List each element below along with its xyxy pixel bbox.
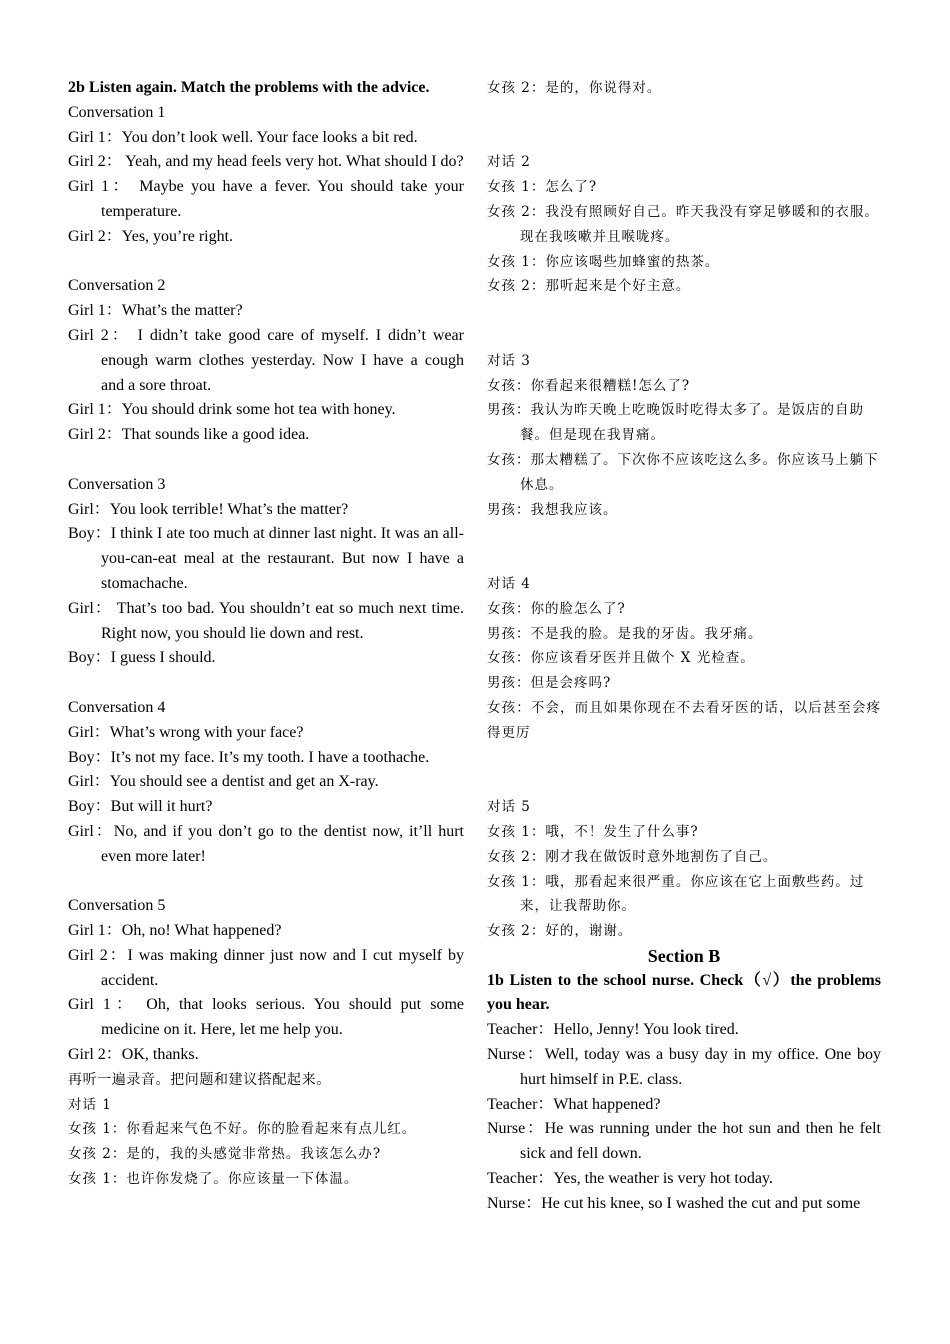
- dialogue-line-zh: 女孩：你的脸怎么了?: [487, 600, 626, 617]
- dialogue-line: Girl： That’s too bad. You shouldn’t eat so much next time. Right now, you should lie down and rest.: [68, 599, 464, 642]
- left-column: [68, 76, 464, 1192]
- dialogue-line: Boy：It’s not my face. It’s my tooth. I have a toothache.: [68, 748, 430, 766]
- dialogue-line: Nurse：Well, today was a busy day in my office. One boy hurt himself in P.E. class.: [487, 1046, 881, 1088]
- right-column: [487, 76, 881, 1217]
- dialogue-line-zh: 女孩 2：是的，你说得对。: [487, 80, 662, 96]
- dialogue-line-zh: 女孩 2：刚才我在做饭时意外地割伤了自己。: [487, 848, 778, 865]
- dialogue-line-zh: 女孩 1：你应该喝些加蜂蜜的热茶。: [487, 253, 720, 270]
- dialogue-line: Girl 2： Yeah, and my head feels very hot. What should I do?: [68, 153, 464, 171]
- dialogue-line: Girl：What’s wrong with your face?: [68, 723, 304, 741]
- conversation-title: Conversation 5: [68, 897, 166, 915]
- dialogue-line-zh: 女孩：你应该看牙医并且做个 X 光检查。: [487, 650, 755, 667]
- dialogue-line: Teacher：Hello, Jenny! You look tired.: [487, 1021, 739, 1039]
- dialogue-line: Girl 1：What’s the matter?: [68, 302, 243, 320]
- conversation-title: Conversation 3: [68, 475, 166, 493]
- exercise-heading: 1b Listen to the school nurse. Check（√）the problems you hear.: [487, 971, 881, 1014]
- conversation-title-zh: 对话 2: [487, 154, 531, 171]
- dialogue-line: Nurse：He cut his knee, so I washed the cut and put some: [487, 1194, 861, 1212]
- dialogue-line: Girl：No, and if you don’t go to the dentist now, it’ll hurt even more later!: [68, 822, 464, 865]
- dialogue-line: Boy：I guess I should.: [68, 649, 216, 667]
- dialogue-line-zh: 女孩 1：哦，不！发生了什么事?: [487, 823, 699, 840]
- dialogue-line: Girl 2： I didn’t take good care of myself. I didn’t wear enough warm clothes yesterday. Now I have a cough and a sore throat.: [68, 326, 464, 394]
- chinese-heading: 再听一遍录音。把问题和建议搭配起来。: [68, 1071, 331, 1088]
- conversation-title: Conversation 2: [68, 277, 166, 295]
- conversation-title-zh: 对话 4: [487, 575, 531, 592]
- conversation-title-zh: 对话 5: [487, 799, 531, 816]
- dialogue-line: Nurse：He was running under the hot sun and then he felt sick and fell down.: [487, 1120, 881, 1163]
- dialogue-line-zh: 女孩 1：哦，那看起来很严重。你应该在它上面敷些药。过来，让我帮助你。: [487, 873, 865, 915]
- dialogue-line: Boy：But will it hurt?: [68, 798, 213, 816]
- dialogue-line: Girl 2：I was making dinner just now and I cut myself by accident.: [68, 946, 464, 989]
- dialogue-line-zh: 男孩：我想我应该。: [487, 501, 618, 518]
- dialogue-line-zh: 女孩 2：是的，我的头感觉非常热。我该怎么办?: [68, 1146, 382, 1163]
- dialogue-line-zh: 男孩：但是会疼吗?: [487, 675, 612, 692]
- dialogue-line-zh: 女孩 2：那听起来是个好主意。: [487, 278, 691, 295]
- dialogue-line-zh: 男孩：我认为昨天晚上吃晚饭时吃得太多了。是饭店的自助餐。但是现在我胃痛。: [487, 402, 864, 444]
- dialogue-line-zh: 女孩 2：我没有照顾好自己。昨天我没有穿足够暖和的衣服。现在我咳嗽并且喉咙疼。: [487, 203, 879, 245]
- dialogue-line: Boy：I think I ate too much at dinner last night. It was an all-you-can-eat meal at the restaurant. But now I have a stomachache.: [68, 525, 464, 592]
- conversation-title-zh: 对话 1: [68, 1096, 112, 1113]
- dialogue-line: Girl 1：You don’t look well. Your face looks a bit red.: [68, 128, 418, 146]
- dialogue-line: Teacher：Yes, the weather is very hot today.: [487, 1170, 773, 1188]
- dialogue-line: Girl 2：Yes, you’re right.: [68, 227, 234, 245]
- dialogue-line: Girl 2：That sounds like a good idea.: [68, 426, 310, 444]
- conversation-title: Conversation 1: [68, 103, 166, 121]
- dialogue-line: Girl：You should see a dentist and get an X-ray.: [68, 773, 379, 791]
- dialogue-line-zh: 女孩 2：好的，谢谢。: [487, 923, 633, 940]
- dialogue-line: Teacher：What happened?: [487, 1095, 661, 1113]
- dialogue-line-zh: 女孩 1：也许你发烧了。你应该量一下体温。: [68, 1171, 359, 1188]
- dialogue-line: Girl：You look terrible! What’s the matter?: [68, 500, 349, 518]
- exercise-heading: 2b Listen again. Match the problems with the advice.: [68, 79, 430, 96]
- dialogue-line: Girl 2：OK, thanks.: [68, 1046, 199, 1064]
- conversation-title: Conversation 4: [68, 698, 166, 716]
- dialogue-line-zh: 女孩 1：你看起来气色不好。你的脸看起来有点儿红。: [68, 1121, 417, 1138]
- dialogue-line: Girl 1： Maybe you have a fever. You should take your temperature.: [68, 178, 464, 220]
- dialogue-line-zh: 女孩：不会，而且如果你现在不去看牙医的话，以后甚至会疼得更厉: [487, 699, 881, 741]
- dialogue-line: Girl 1： Oh, that looks serious. You should put some medicine on it. Here, let me help you.: [68, 996, 464, 1039]
- dialogue-line: Girl 1：You should drink some hot tea with honey.: [68, 401, 396, 419]
- dialogue-line-zh: 男孩：不是我的脸。是我的牙齿。我牙痛。: [487, 625, 763, 642]
- dialogue-line: Girl 1：Oh, no! What happened?: [68, 922, 282, 940]
- dialogue-line-zh: 女孩 1：怎么了?: [487, 179, 598, 196]
- section-title: Section B: [647, 945, 721, 966]
- dialogue-line-zh: 女孩：你看起来很糟糕!怎么了?: [487, 377, 691, 394]
- dialogue-line-zh: 女孩：那太糟糕了。下次你不应该吃这么多。你应该马上躺下休息。: [487, 451, 879, 493]
- conversation-title-zh: 对话 3: [487, 352, 531, 369]
